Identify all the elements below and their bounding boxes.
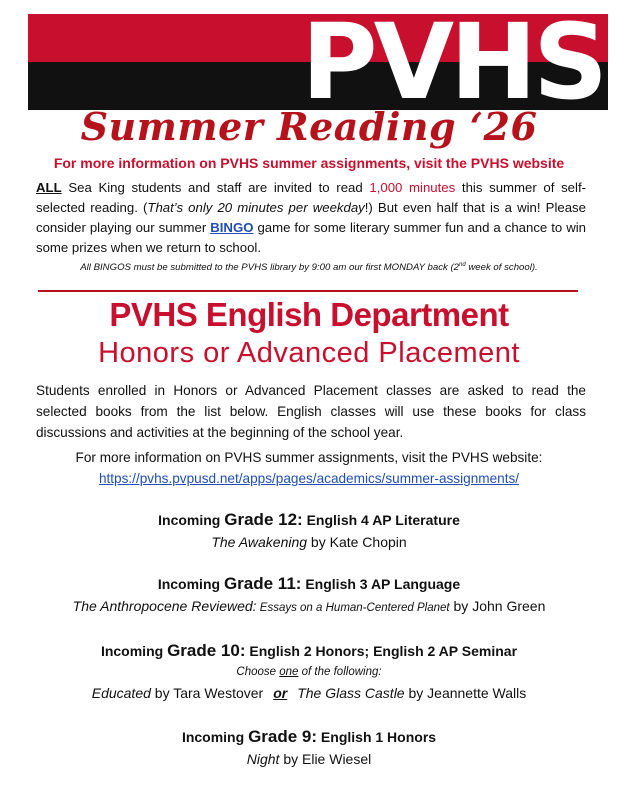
- intro-part1: Sea King students and staff are invited to read: [61, 180, 370, 195]
- book-b-title: The Glass Castle: [297, 685, 405, 701]
- more-info-text: For more information on PVHS summer assignments, visit the PVHS website:: [75, 450, 543, 465]
- grade-heading: [0, 509, 618, 531]
- grade-label: Grade 11:: [223, 574, 302, 593]
- book-title: Night: [246, 751, 280, 767]
- choose-one: one: [279, 666, 299, 678]
- book-author: by John Green: [449, 598, 546, 614]
- intro-paragraph: [36, 178, 586, 258]
- all-word: ALL: [36, 180, 62, 195]
- book-subtitle: Essays on a Human-Centered Planet: [256, 602, 450, 614]
- course-label: English 4 AP Literature: [302, 512, 460, 528]
- book-title: The Awakening: [211, 534, 308, 550]
- department-title: PVHS English Department: [109, 296, 509, 333]
- incoming-label: Incoming: [181, 729, 249, 745]
- department-subtitle: Honors or Advanced Placement: [98, 337, 520, 369]
- summer-assignments-link[interactable]: https://pvhs.pvpusd.net/apps/pages/academics/summer-assignments/: [98, 471, 520, 486]
- book-line: [0, 531, 618, 553]
- info-line: For more information on PVHS summer assignments, visit the PVHS website: [53, 155, 565, 171]
- grade-heading: [0, 640, 618, 662]
- intro-part2: this summer of self-selected reading. (: [36, 180, 586, 215]
- grade-heading: [0, 573, 618, 595]
- course-label: English 3 AP Language: [301, 576, 461, 592]
- grade-label: Grade 12:: [224, 510, 303, 529]
- incoming-label: Incoming: [157, 576, 224, 592]
- intro-part3: !) But even half that is a win! Please consider playing our summer: [36, 200, 586, 235]
- or-word: or: [273, 685, 288, 701]
- honors-paragraph: Students enrolled in Honors or Advanced Placement classes are asked to read the selected books from the list below. English classes will use these books for class discussions and activities at the beginning of the school year.: [36, 383, 586, 440]
- book-a-author: by Tara Westover: [150, 685, 264, 701]
- book-line: [0, 595, 618, 619]
- book-a-title: Educated: [91, 685, 151, 701]
- deadline-note: [0, 262, 618, 273]
- book-author: by Elie Wiesel: [279, 751, 372, 767]
- grade-9-block: [0, 726, 618, 770]
- deadline-tail: week of school).: [465, 262, 538, 274]
- only-note: That’s only 20 minutes per weekday: [147, 200, 365, 215]
- grade-12-block: [0, 509, 618, 553]
- grade-11-block: [0, 573, 618, 619]
- course-label: English 2 Honors; English 2 AP Seminar: [245, 643, 518, 659]
- grade-10-block: [0, 640, 618, 704]
- choose-instruction: [0, 662, 618, 682]
- minutes-highlight: 1,000 minutes: [369, 180, 456, 195]
- summer-reading-title: Summer Reading ‘26: [80, 104, 538, 149]
- book-b-author: by Jeannette Walls: [404, 685, 527, 701]
- pvhs-logo: PVHS: [301, 1, 604, 123]
- grade-label: Grade 9:: [248, 727, 318, 746]
- incoming-label: Incoming: [158, 512, 225, 528]
- deadline-sup: nd: [459, 262, 466, 268]
- choose-post: of the following:: [298, 666, 382, 678]
- grade-label: Grade 10:: [167, 641, 246, 660]
- book-line: [0, 748, 618, 770]
- book-options-line: [0, 682, 618, 704]
- bingo-link[interactable]: BINGO: [210, 220, 254, 235]
- book-title: The Anthropocene Reviewed:: [72, 598, 257, 614]
- more-info-block: [0, 447, 618, 489]
- choose-pre: Choose: [236, 666, 280, 678]
- book-author: by Kate Chopin: [307, 534, 407, 550]
- intro-part4: game for some literary summer fun and a chance to win some prizes when we return to school.: [36, 220, 586, 255]
- grade-heading: [0, 726, 618, 748]
- deadline-text: All BINGOS must be submitted to the PVHS library by 9:00 am our first MONDAY back (2: [80, 262, 460, 274]
- section-divider: [38, 290, 578, 292]
- incoming-label: Incoming: [100, 643, 168, 659]
- course-label: English 1 Honors: [317, 729, 437, 745]
- header-banner: [28, 1, 608, 123]
